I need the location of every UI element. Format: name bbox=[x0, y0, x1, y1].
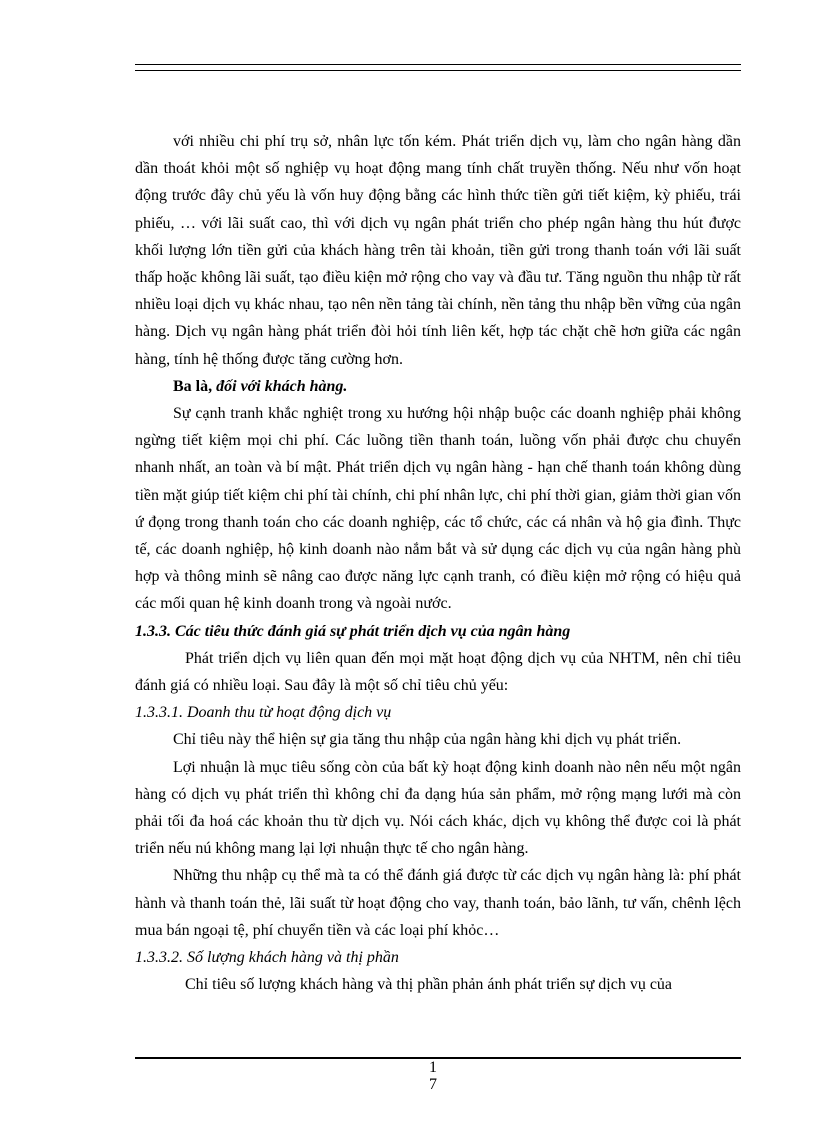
page-number-line-1: 1 bbox=[429, 1059, 437, 1076]
section-heading-1-3-3: 1.3.3. Các tiêu thức đánh giá sự phát triển dịch vụ của ngân hàng bbox=[135, 622, 571, 640]
document-body bbox=[135, 128, 741, 999]
paragraph-criteria-intro: Phát triển dịch vụ liên quan đến mọi mặt hoạt động dịch vụ của NHTM, nên chỉ tiêu đánh giá có nhiều loại. Sau đây là một số chỉ tiêu chủ yếu: bbox=[135, 649, 741, 695]
paragraph-revenue-indicator: Chỉ tiêu này thể hiện sự gia tăng thu nhập của ngân hàng khi dịch vụ phát triển. bbox=[173, 731, 682, 749]
paragraph-continuation: với nhiều chi phí trụ sở, nhân lực tốn kém. Phát triển dịch vụ, làm cho ngân hàng dần dần thoát khỏi một số nghiệp vụ hoạt động mang tính chất truyền thống. Nếu như vốn hoạt động trước đây chủ yếu là vốn huy động bằng các hình thức tiền gửi tiết kiệm, kỳ phiếu, trái phiếu, … với lãi suất cao, thì với dịch vụ ngân phát triển cho phép ngân hàng thu hút được khối lượng lớn tiền gửi của khách hàng trên tài khoản, tiền gửi trong thanh toán với lãi suất thấp hoặc không lãi suất, tạo điều kiện mở rộng cho vay và đầu tư. Tăng nguồn thu nhập từ rất nhiều loại dịch vụ khác nhau, tạo nên nền tảng tài chính, nền tảng thu nhập bền vững của ngân hàng. Dịch vụ ngân hàng phát triển đòi hỏi tính liên kết, hợp tác chặt chẽ hơn giữa các ngân hàng, tính hệ thống được tăng cường hơn. bbox=[135, 133, 741, 368]
paragraph-profit: Lợi nhuận là mục tiêu sống còn của bất kỳ hoạt động kinh doanh nào nên nếu một ngân hàng có dịch vụ phát triển thì không chỉ đa dạng húa sản phẩm, mở rộng mạng lưới mà còn phải tối đa hoá các khoản thu từ dịch vụ. Nói cách khác, dịch vụ không thể được coi là phát triển nếu nú không mang lại lợi nhuận thực tế cho ngân hàng. bbox=[135, 758, 741, 858]
header-double-rule bbox=[135, 64, 741, 71]
ba-la-emphasis: đối với khách hàng. bbox=[216, 377, 348, 395]
paragraph-customer-count: Chỉ tiêu số lượng khách hàng và thị phần phản ánh phát triển sự dịch vụ của bbox=[185, 976, 673, 994]
page-number-line-2: 7 bbox=[429, 1076, 437, 1093]
paragraph-customers: Sự cạnh tranh khắc nghiệt trong xu hướng hội nhập buộc các doanh nghiệp phải không ngừng tiết kiệm mọi chi phí. Các luồng tiền thanh toán, luồng vốn phải được chu chuyển nhanh nhất, an toàn và bí mật. Phát triển dịch vụ ngân hàng - hạn chế thanh toán không dùng tiền mặt giúp tiết kiệm chi phí tài chính, chi phí nhân lực, chi phí thời gian, giảm thời gian vốn ứ đọng trong thanh toán cho các doanh nghiệp, các tổ chức, các cá nhân và hộ gia đình. Thực tế, các doanh nghiệp, hộ kinh doanh nào nắm bắt và sử dụng các dịch vụ của ngân hàng phù hợp và thông minh sẽ nâng cao được năng lực cạnh tranh, có điều kiện mở rộng có hiệu quả các mối quan hệ kinh doanh trong và ngoài nước. bbox=[135, 405, 741, 613]
paragraph-income-sources: Những thu nhập cụ thể mà ta có thể đánh giá được từ các dịch vụ ngân hàng là: phí phát hành và thanh toán thẻ, lãi suất từ hoạt động cho vay, thanh toán, bảo lãnh, tư vấn, chênh lệch mua bán ngoại tệ, phí chuyển tiền và các loại phí khỏc… bbox=[135, 867, 741, 939]
subsection-heading-1-3-3-1: 1.3.3.1. Doanh thu từ hoạt động dịch vụ bbox=[135, 704, 392, 722]
paragraph-ba-la bbox=[135, 373, 741, 400]
subsection-heading-1-3-3-2: 1.3.3.2. Số lượng khách hàng và thị phần bbox=[135, 949, 399, 967]
ba-la-lead: Ba là, bbox=[173, 377, 217, 395]
